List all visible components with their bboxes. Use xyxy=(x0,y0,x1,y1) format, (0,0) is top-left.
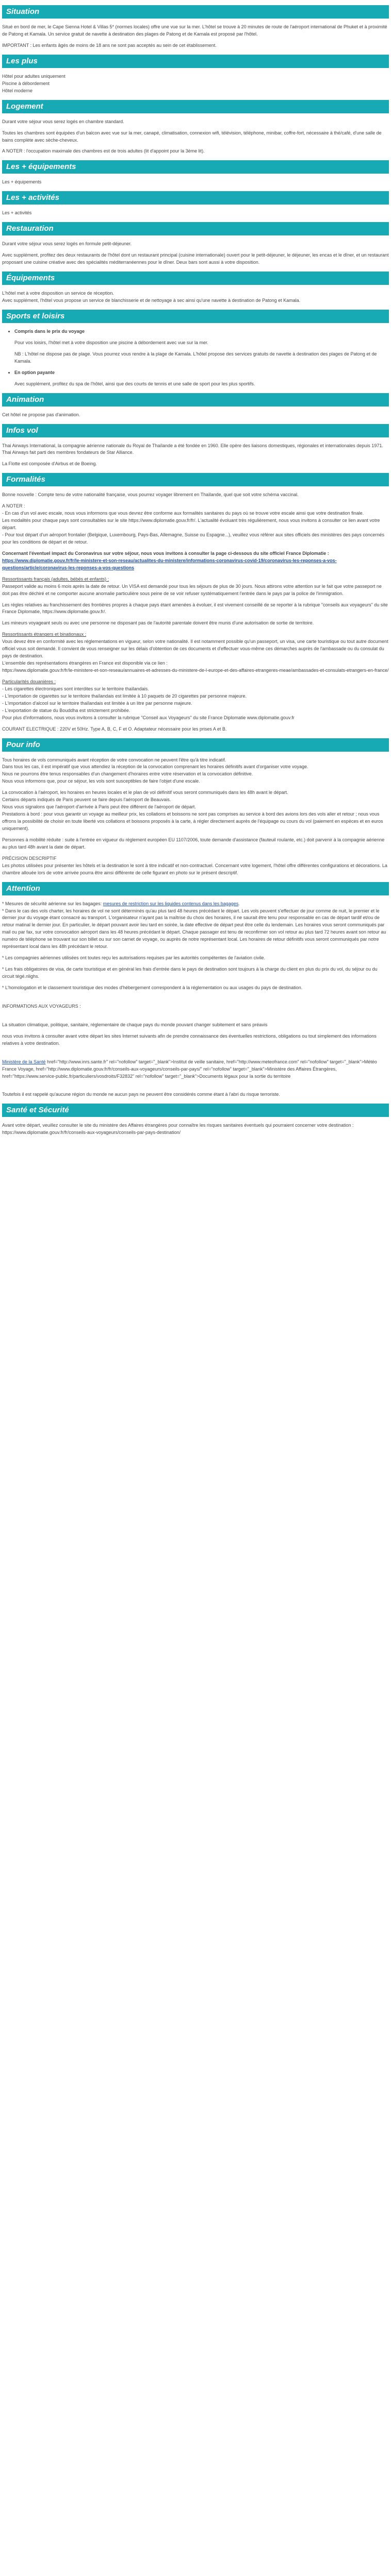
formalites-covid-text: Concernant l'éventuel impact du Coronavirus sur votre séjour, nous vous invitons à consulter la page ci-dessous du site officiel France Diplomatie : xyxy=(2,550,329,556)
section-title-logement: Logement xyxy=(2,100,389,113)
attention-item-3: * Les compagnies aériennes utilisées ont toutes reçu les autorisations requises par les autorités compétentes de l'aviation civile. xyxy=(2,955,265,961)
pour-info-text-8: Prestations à bord : pour vous garantir un voyage au meilleur prix, les collations et boissons ne sont pas comprises au service à bord des avions lors des vols aller et retour ; nous vous offrons la possibilité de choisir en toute liberté vos collations et boissons proposés à la carte, à régler directement auprès de l'équipage ou cours du vol (paiement en espèces et en euros uniquement). xyxy=(2,811,383,831)
plus-item: Hôtel pour adultes uniquement xyxy=(2,73,66,79)
formalites-res-fr-title: Ressortissants français (adultes, bébés et enfants) : xyxy=(2,576,109,582)
formalites-intro: Bonne nouvelle : Compte tenu de votre nationalité française, vous pourrez voyager librement en Thaïlande, quel que soit votre schéma vaccinal. xyxy=(2,492,299,498)
formalites-note-3: - Pour tout départ d'un aéroport frontalier (Belgique, Luxembourg, Pays-Bas, Allemagne, Suisse ou Espagne...), veuillez vous référer aux sites officiels des ministères des pays concernés pour les conditions de départ et de retour. xyxy=(2,532,384,545)
page-content xyxy=(0,0,391,1146)
formalites-note-2: Les modalités pour chaque pays sont consultables sur le site https://www.diplomatie.gouv.fr/fr/. L'actualité évoluant très régulièrement, nous vous invitons à consulter ce lien avant votre départ. xyxy=(2,518,380,531)
restauration-text-2: Avec supplément, profitez des deux restaurants de l'hôtel dont un restaurant principal (cuisine internationale) ouvert pour le petit-déjeuner, le déjeuner, les encas et le dîner, et un restaurant proposant une cuisine créative avec des spécialités méditerranéennes pour le dîner. Deux bars sont aussi à votre disposition. xyxy=(2,252,389,265)
formalites-part-item: - L'importation d'alcool sur le territoire thaïlandais est limitée à un litre par personne majeure. xyxy=(2,700,192,706)
section-title-equipements: Équipements xyxy=(2,272,389,285)
section-title-sante: Santé et Sécurité xyxy=(2,1104,389,1117)
sports-included-text-2: NB : L'hôtel ne dispose pas de plage. Vous pourrez vous rendre à la plage de Kamala. L'hôtel propose des services gratuits de navette à destination des plages de Patong et de Kamala. xyxy=(14,351,377,364)
formalites-note-1: - En cas d'un vol avec escale, nous vous informons que vous devrez être conforme aux formalités sanitaires du pays où se trouve votre escale ainsi que votre destination finale. xyxy=(2,511,364,516)
attention-liquids-link[interactable]: mesures de restriction sur les liquides contenus dans les bagages xyxy=(103,901,239,906)
restauration-text-1: Durant votre séjour vous serez logés en formule petit-déjeuner. xyxy=(2,241,132,247)
situation-text: Situé en bord de mer, le Cape Sienna Hotel & Villas 5* (normes locales) offre une vue sur la mer. L'hôtel se trouve à 20 minutes de route de l'aéroport international de Phuket et à proximité de Patong et Kamala. Un service gratuit de navette à destination des plages de Patong et de Kamala est proposé par l'hôtel. xyxy=(2,24,387,37)
pour-info-text-2: Dans tous les cas, il est impératif que vous attendiez la réception de la convocation comprenant les horaires définitifs avant d'organiser votre voyage. xyxy=(2,764,308,770)
equipements-text-1: L'hôtel met à votre disposition un service de réception. xyxy=(2,291,114,296)
section-title-situation: Situation xyxy=(2,5,389,19)
logement-text-3: A NOTER : l'occupation maximale des chambres est de trois adultes (lit d'appoint pour la 3ème lit). xyxy=(2,148,205,154)
section-title-restauration: Restauration xyxy=(2,222,389,235)
section-title-animation: Animation xyxy=(2,393,389,406)
formalites-part-title: Particularités douanières : xyxy=(2,679,56,684)
section-title-equip-plus: Les + équipements xyxy=(2,160,389,174)
attention-terror: Toutefois il est rappelé qu'aucune région du monde ne aucun pays ne peuvent être considérés comme étant à l'abri du risque terroriste. xyxy=(2,1092,280,1097)
formalites-res-fr-text-1: Passeport valide au moins 6 mois après la date de retour. Un VISA est demandé pour tous les séjours de plus de 30 jours. Nous attirons votre attention sur le fait que votre passeport ne doit pas être déchiré et ne comporter aucune anomalie particulière sous peine de se voir refuser systématiquement l'entrée dans le pays par la police de l'immigration. xyxy=(2,583,382,596)
attention-links-rest: href="http://www.inrs.sante.fr" rel="nofollow" target="_blank">Institut de veille sanitaire, href="http://www.meteofrance.com" rel="nofollow" target="_blank">Météo France Voyage, href="http://www.diplomatie.gouv.fr/fr/conseils-aux-voyageurs/conseils-par-pays/" rel="nofollow" target="_blank">Ministère des Affaires Étrangères, href="https://www.service-public.fr/particuliers/vosdroits/F32832" rel="nofollow" target="_blank">Documents légaux pour la sortie du territoire xyxy=(2,1059,377,1079)
section-title-plus: Les plus xyxy=(2,55,389,68)
equip-plus-text: Les + équipements xyxy=(2,179,42,185)
pour-info-text-6: Certains départs indiqués de Paris peuvent se faire depuis l'aéroport de Beauvais. xyxy=(2,797,171,803)
infos-vol-text-1: Thai Airways International, la compagnie aérienne nationale du Royal de Thaïlande a été fondée en 1960. Elle opère des liaisons domestiques, régionales et internationales depuis 1971. Thai Airways fait parti des membres fondateurs de Star Alliance. xyxy=(2,443,383,455)
pour-info-text-1: Tous horaires de vols communiqués avant réception de votre convocation ne peuvent l'être qu'à titre indicatif. xyxy=(2,757,226,762)
animation-text: Cet hôtel ne propose pas d'animation. xyxy=(2,412,80,417)
section-title-activites-plus: Les + activités xyxy=(2,191,389,205)
attention-item-4: * Les frais obligatoires de visa, de carte touristique et en général les frais d'entrée dans le pays de destination sont toujours à la charge du client en plus du prix du vol, du séjour ou du circuit tégé.nlighs. xyxy=(2,967,378,979)
plus-list xyxy=(2,73,389,95)
sports-list xyxy=(2,328,389,335)
formalites-minors: Les mineurs voyageant seuls ou avec une personne ne disposant pas de l'autorité parentale doivent être munis d'une autorisation de sortie de territoire. xyxy=(2,620,314,626)
formalites-res-etr-link[interactable]: https://www.diplomatie.gouv.fr/fr/le-ministere-et-son-reseau/annuaires-et-adresses-du-ministere-de-l-europe-et-des-affaires-etrangeres-meae/ambassades-et-consulats-etrangers-en-france/ xyxy=(2,668,389,673)
attention-item-1 xyxy=(2,901,389,908)
infos-vol-text-2: La Flotte est composée d'Airbus et de Boeing. xyxy=(2,461,97,467)
attention-item-1-end: . xyxy=(238,901,240,906)
section-title-pour-info: Pour info xyxy=(2,738,389,752)
attention-item-1-text: * Mesures de sécurité aérienne sur les bagages: xyxy=(2,901,103,906)
situation-important: IMPORTANT : Les enfants âgés de moins de 18 ans ne sont pas acceptés au sein de cet établissement. xyxy=(2,42,217,48)
section-title-infos-vol: Infos vol xyxy=(2,424,389,437)
pour-info-text-3: Nous ne pourrons être tenus responsables d'un changement d'horaires entre votre réservation et la convocation définitive. xyxy=(2,771,253,777)
attention-item-2: * Dans le cas des vols charter, les horaires de vol ne sont déterminés qu'au plus tard 48 heures précédant le départ. Les vols peuvent s'effectuer de jour comme de nuit, le premier et le dernier jour du voyage étant consacré au transport. L'organisateur n'ayant pas la maîtrise du choix des horaires, il ne saurait être tenu pour responsable en cas de départ tardif et/ou de retour matinal le dernier jour. En particulier, le départ pouvant avoir lieu tard en soirée, la date effective de départ peut être celle du lendemain. Les horaires vous seront communiqués par mail ou par fax, sur votre convocation aéroport dans les 48 heures précédant le départ. Chaque passager est tenu de reconfirmer son vol retour au plus tard 72 heures avant son retour au numéro de téléphone se trouvant sur son billet ou sur son carnet de voyage, ou auprès de notre représentant local. Les horaires de retour définitifs vous seront communiqués par notre représentant local dans les 48h précédant le retour. xyxy=(2,908,386,950)
section-title-formalites: Formalités xyxy=(2,473,389,486)
sports-included-text-1: Pour vos loisirs, l'hôtel met à votre disposition une piscine à débordement avec vue sur la mer. xyxy=(14,340,208,345)
attention-info-1: La situation climatique, politique, sanitaire, réglementaire de chaque pays du monde pouvant changer subitement et sans préavis xyxy=(2,1022,268,1027)
pour-info-text-5: La convocation à l'aéroport, les horaires en heures locales et le plan de vol définitif vous seront communiqués dans les 48h avant le départ. xyxy=(2,790,288,795)
formalites-part-more: Pour plus d'informations, nous vous invitons à consulter la rubrique "Conseil aux Voyageurs" du site France Diplomatie www.diplomatie.gouv.fr xyxy=(2,715,295,720)
pour-info-text-7: Nous vous signalons que l'aéroport d'arrivée à Paris peut être différent de l'aéroport de départ. xyxy=(2,804,196,810)
plus-item: Piscine à débordement xyxy=(2,80,50,86)
formalites-note-title: A NOTER : xyxy=(2,503,25,509)
formalites-res-fr-text-2: Les règles relatives au franchissement des frontières propres à chaque pays étant amenées à évoluer, il est vivement conseillé de se reporter à la rubrique "conseils aux voyageurs" du site France Diplomatie, https://www.diplomatie.gouv.fr/. xyxy=(2,602,388,615)
formalites-res-etr-title: Ressortissants étrangers et binationaux : xyxy=(2,632,87,637)
formalites-covid-link[interactable]: https://www.diplomatie.gouv.fr/fr/le-ministere-et-son-reseau/actualites-du-ministere/informations-coronavirus-covid-19/coronavirus-les-reponses-a-vos-questions/article/coronavirus-les-reponses-a-vos-questions xyxy=(2,557,337,570)
logement-text-2: Toutes les chambres sont équipées d'un balcon avec vue sur la mer, canapé, climatisation, connexion wifi, télévision, téléphone, minibar, coffre-fort, nécessaire à thé/café, d'une salle de bains complète avec sèche-cheveux. xyxy=(2,130,382,143)
sports-option xyxy=(14,369,389,377)
sante-text: Avant votre départ, veuillez consulter le site du ministère des Affaires étrangères pour connaître les risques sanitaires éventuels qui pourraient concerner votre destination : https://www.diplomatie.gouv.fr/fr/conseils-aux-voyageurs/conseils-par-pays-destination/ xyxy=(2,1123,354,1136)
attention-info-2: nous vous invitons à consulter avant votre départ les sites Internet suivants afin de prendre connaissance des éventuelles restrictions, obligations ou tout simplement des informations relatives à votre destination. xyxy=(2,1033,377,1046)
pour-info-text-11: Les photos utilisées pour présenter les hôtels et la destination le sont à titre indicatif et non-contractuel. Concernant votre logement, l'hôtel offre différentes configurations et décorations. La chambre allouée lors de votre arrivée pourra être ainsi différente de celle figurant en photo sur le présent descriptif. xyxy=(2,862,387,875)
equipements-text-2: Avec supplément, l'hôtel vous propose un service de blanchisserie et de nettoyage à sec ainsi qu'une navette à destination de Patong et Kamala. xyxy=(2,298,301,303)
formalites-part-item: - Les cigarettes électroniques sont interdites sur le territoire thaïlandais. xyxy=(2,686,149,691)
sports-included xyxy=(14,328,389,335)
formalites-res-etr-text-2: L'ensemble des représentations étrangères en France est disponible via ce lien : xyxy=(2,660,168,666)
sports-option-title: En option payante xyxy=(14,369,55,375)
formalites-part-item: - L'exportation de statue du Bouddha est strictement prohibée. xyxy=(2,707,131,713)
activites-plus-text: Les + activités xyxy=(2,210,32,216)
pour-info-text-10: PRÉCISION DESCRIPTIF xyxy=(2,855,57,861)
sports-included-title: Compris dans le prix du voyage xyxy=(14,328,85,334)
formalites-res-etr-text-1: Vous devez être en conformité avec les réglementations en vigueur, selon votre nationalité. Il est notamment possible qu'un passeport, un visa, une carte touristique ou tout autre document officiel vous soit demandé. Il convient de vous renseigner sur les délais d'obtention de ces documents et d'effectuer vous-même ces démarches auprès de l'ambassade ou du consulat du pays de destination. xyxy=(2,639,388,659)
sante-ministry-link[interactable]: Ministère de la Santé xyxy=(2,1059,46,1064)
formalites-covid xyxy=(2,550,389,572)
attention-item-5: * L'homologation et le classement touristique des modes d'hébergement correspondent à la réglementation ou aux usages du pays de destination. xyxy=(2,985,303,990)
attention-info-title: INFORMATIONS AUX VOYAGEURS : xyxy=(2,1003,81,1009)
sports-option-text: Avec supplément, profitez du spa de l'hôtel, ainsi que des courts de tennis et une salle de sport pour les plus sportifs. xyxy=(14,381,255,386)
section-title-sports: Sports et loisirs xyxy=(2,310,389,323)
formalites-part-item: - L'importation de cigarettes sur le territoire thaïlandais est limitée à 10 paquets de 20 cigarettes par personne majeure. xyxy=(2,693,247,699)
section-title-attention: Attention xyxy=(2,882,389,895)
pour-info-text-4: Nous vous informons que, pour ce séjour, les vols sont susceptibles de faire l'objet d'une escale. xyxy=(2,778,200,784)
plus-item: Hôtel moderne xyxy=(2,88,33,93)
sports-list-option xyxy=(2,369,389,377)
attention-links xyxy=(2,1059,389,1080)
pour-info-text-9: Personnes à mobilité réduite : suite à l'entrée en vigueur du règlement européen EU 1107/2006, toute demande d'assistance (fauteuil roulante, etc.) doit parvenir à la compagnie aérienne au plus tard 48h avant la date de départ. xyxy=(2,837,385,850)
logement-text-1: Durant votre séjour vous serez logés en chambre standard. xyxy=(2,118,124,124)
formalites-electric: COURANT ELECTRIQUE : 220V et 50Hz. Type A, B, C, F et O. Adaptateur nécessaire pour les prises A et B. xyxy=(2,726,227,732)
